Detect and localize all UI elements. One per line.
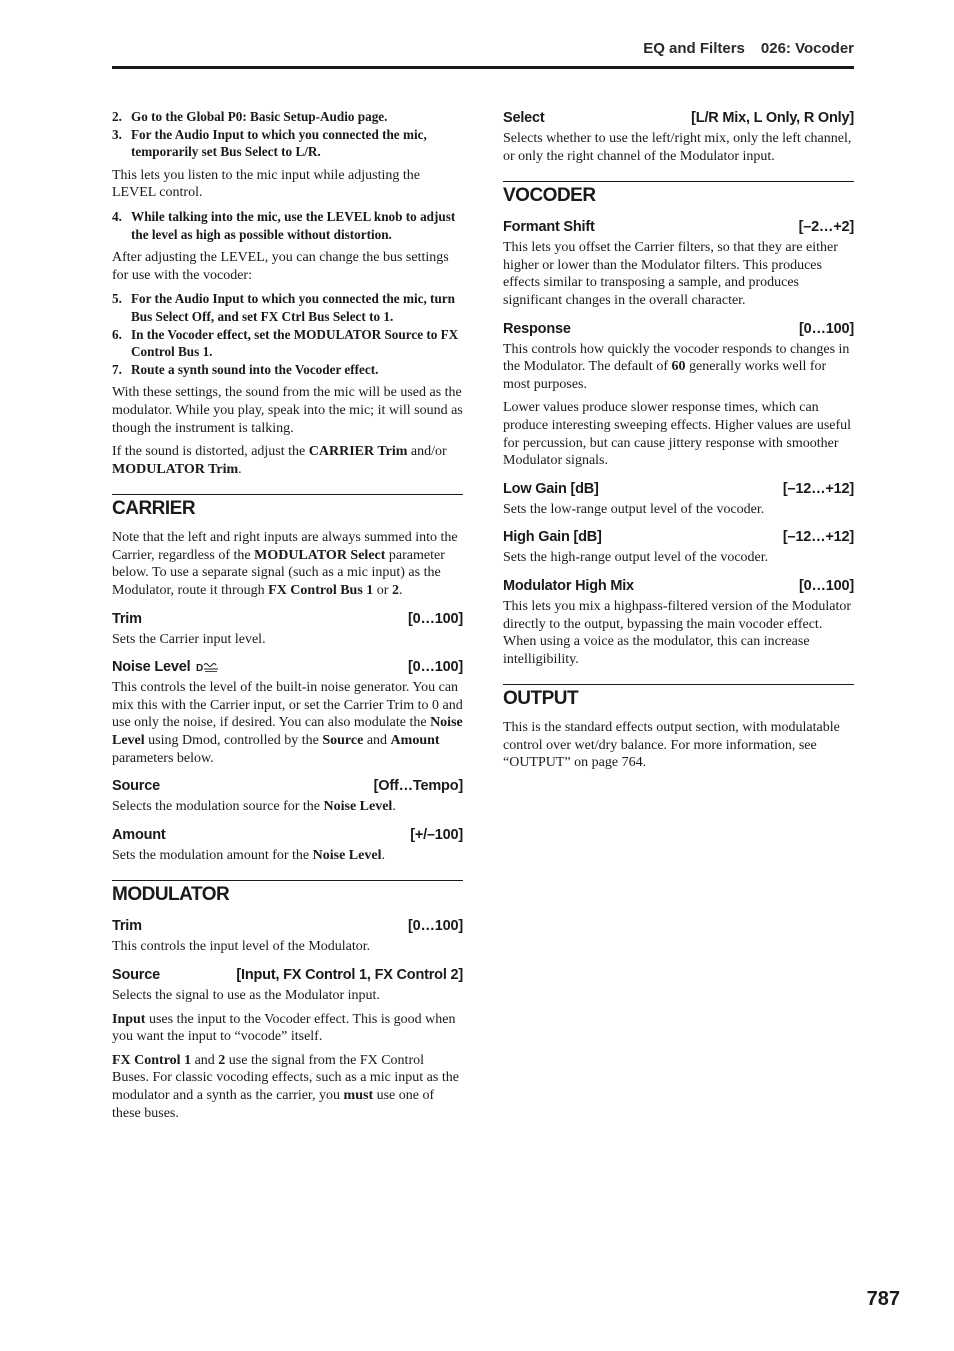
param-modulator-source: Source [Input, FX Control 1, FX Control 2] [112,967,463,983]
param-high-gain: High Gain [dB] [–12…+12] [503,529,854,546]
param-noise-level: Noise Level D [0…100] [112,659,463,676]
steps-list-a [112,108,463,161]
header-chapter: EQ and Filters [643,40,745,57]
output-desc: This is the standard effects output section, with modulatable control over wet/dry balance. For more information, see “OUTPUT” on page 764. [503,720,840,771]
param-desc: Lower values produce slower response times, which can produce interesting sweeping effects. Higher values are useful for percussion, but can cause jittery response with smoother Modulator signals. [503,400,852,469]
steps-list-c [112,290,463,378]
svg-text:D: D [196,663,204,674]
section-title-modulator: MODULATOR [112,880,463,907]
param-modulator-high-mix: Modulator High Mix [0…100] [503,577,854,594]
step-item: 6. In the Vocoder effect, set the MODULATOR Source to FX Control Bus 1. [112,326,459,360]
paragraph: With these settings, the sound from the mic will be used as the modulator. While you play, speak into the mic; it will sound as though the instrument is talking. [112,385,463,436]
param-desc: Sets the high-range output level of the vocoder. [503,550,769,566]
param-desc: This lets you mix a highpass-filtered version of the Modulator directly to the output, bypassing the main vocoder effect. When using a voice as the modulator, this can increase intelligibility. [503,598,851,667]
param-desc: FX Control 1 and 2 use the signal from the FX Control Buses. For classic vocoding effects, such as a mic input as the modulator and a synth as the carrier, you must use one of these buses. [112,1052,459,1121]
step-item: 5. For the Audio Input to which you connected the mic, turn Bus Select Off, and set FX Ctrl Bus Select to 1. [112,291,455,324]
step-item: 4. While talking into the mic, use the LEVEL knob to adjust the level as high as possible without distortion. [112,208,456,242]
step-item: 7. Route a synth sound into the Vocoder effect. [112,361,379,377]
param-desc: Sets the low-range output level of the vocoder. [503,501,765,517]
header-rule [112,66,854,69]
param-desc: Selects whether to use the left/right mix, only the left channel, or only the right channel of the Modulator input. [503,131,852,164]
carrier-intro: Note that the left and right inputs are always summed into the Carrier, regardless of the MODULATOR Select parameter below. To use a separate signal (such as a mic input) as the Modulator, route it through FX Control Bus 1 or 2. [112,530,458,599]
param-desc: This lets you offset the Carrier filters, so that they are either higher or lower than the Modulator filters. This produces effects similar to transposing a sample, and produces significant changes in the overall character. [503,240,838,308]
param-desc: This controls how quickly the vocoder responds to changes in the Modulator. The default of 60 generally works well for most purposes. [503,341,850,392]
param-carrier-source: Source [Off…Tempo] [112,778,463,795]
param-desc: Sets the Carrier input level. [112,631,266,647]
param-modulator-select: Select [L/R Mix, L Only, R Only] [503,110,854,126]
paragraph: If the sound is distorted, adjust the CARRIER Trim and/or MODULATOR Trim. [112,444,447,477]
param-desc: Sets the modulation amount for the Noise Level. [112,847,385,863]
section-title-output: OUTPUT [503,684,854,711]
param-desc: Input uses the input to the Vocoder effect. This is good when you want the input to “vocode” itself. [112,1011,456,1045]
right-column [503,108,854,778]
step-item: 3. For the Audio Input to which you connected the mic, temporarily set Bus Select to L/R. [112,126,427,160]
param-desc: This controls the input level of the Modulator. [112,939,371,955]
page-number: 787 [866,1288,900,1310]
running-header [112,40,854,64]
section-title-carrier: CARRIER [112,494,463,521]
left-column [112,108,463,1128]
steps-list-b [112,208,463,243]
param-modulator-trim: Trim [0…100] [112,918,463,935]
paragraph: After adjusting the LEVEL, you can change the bus settings for use with the vocoder: [112,250,449,283]
step-item: 2. Go to the Global P0: Basic Setup-Audio page. [112,109,388,124]
dmod-icon [196,661,220,673]
header-effect: 026: Vocoder [760,40,854,57]
section-title-vocoder: VOCODER [503,181,854,208]
param-formant-shift: Formant Shift [–2…+2] [503,219,854,236]
param-carrier-amount: Amount [+/–100] [112,826,463,843]
param-desc: Selects the signal to use as the Modulator input. [112,988,380,1003]
param-desc: This controls the level of the built-in noise generator. You can mix this with the Carrier input, or set the Carrier Trim to 0 and use only the noise, if desired. You can also modulate the Noise Level using Dmod, controlled by the Source and Amount parameters below. [112,680,463,766]
paragraph: This lets you listen to the mic input while adjusting the LEVEL control. [112,167,420,201]
param-response: Response [0…100] [503,320,854,337]
param-carrier-trim: Trim [0…100] [112,610,463,627]
param-desc: Selects the modulation source for the Noise Level. [112,799,396,815]
param-low-gain: Low Gain [dB] [–12…+12] [503,480,854,497]
